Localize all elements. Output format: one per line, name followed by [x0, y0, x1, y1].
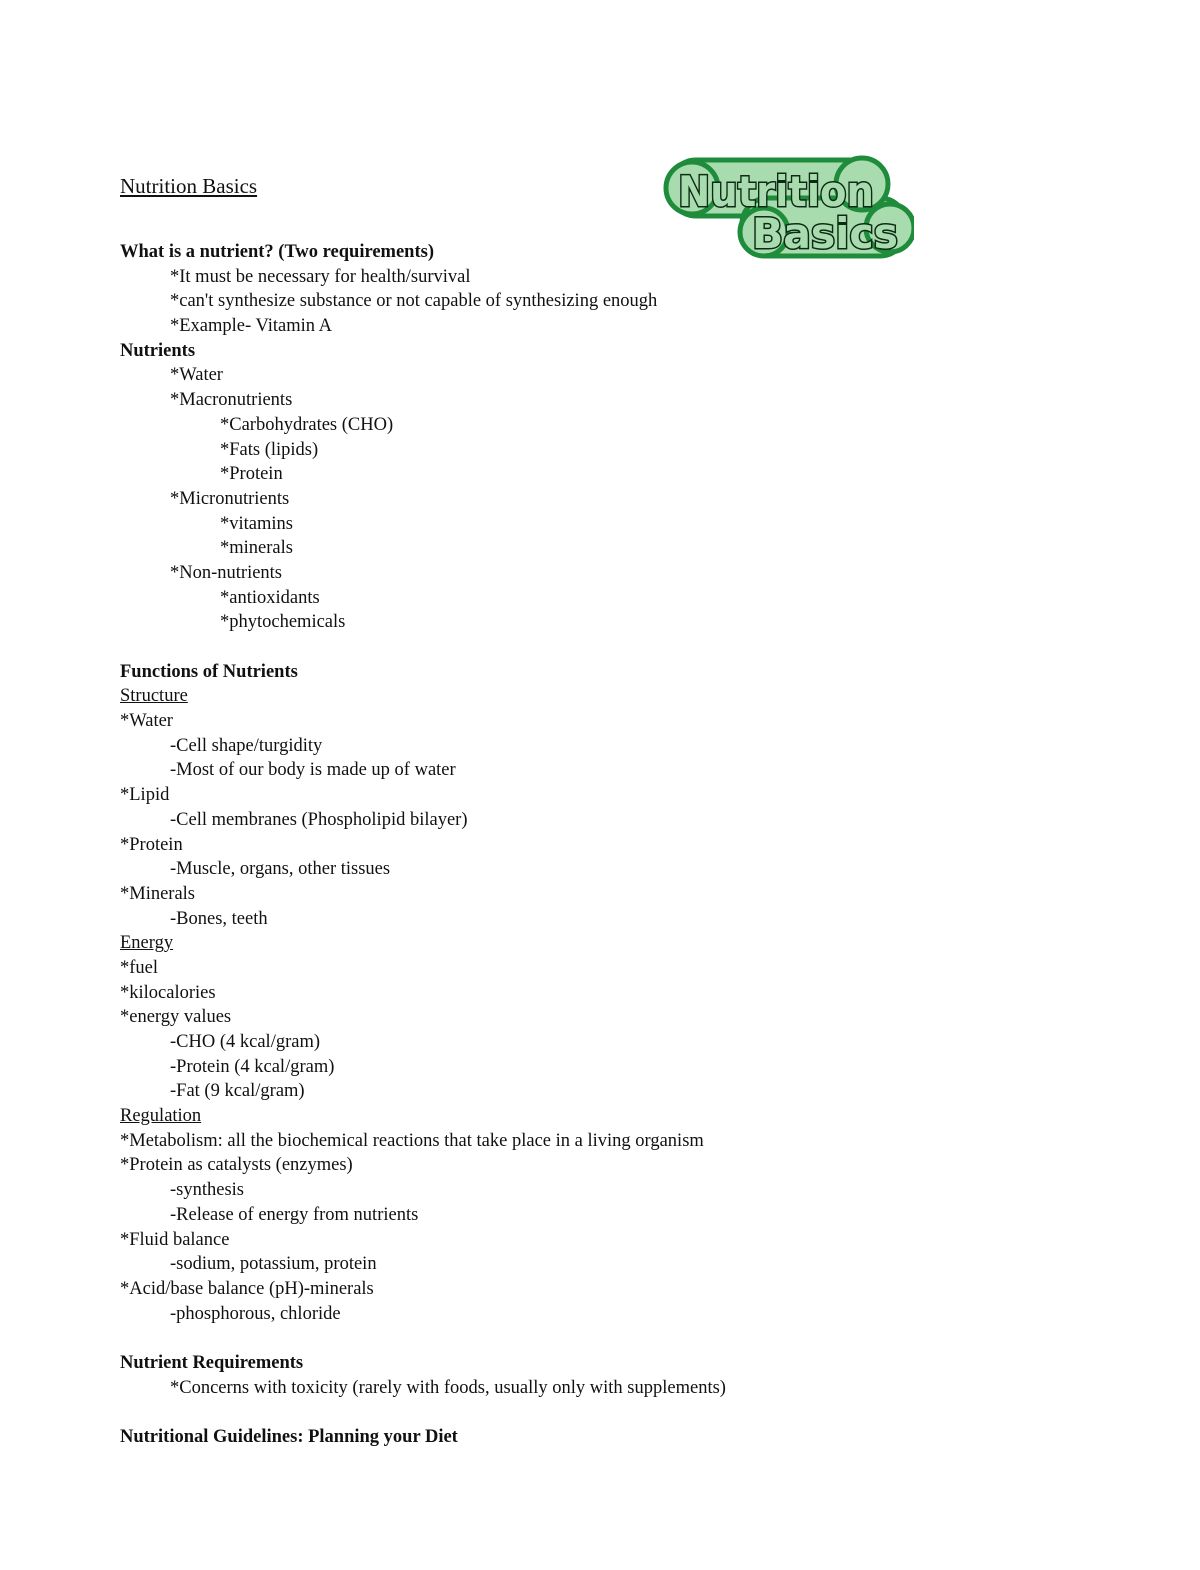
- list-item: *Example- Vitamin A: [170, 316, 332, 337]
- list-item: *Metabolism: all the biochemical reactions that take place in a living organism: [120, 1130, 704, 1151]
- blank-line: [120, 1400, 1120, 1425]
- list-item: *energy values: [120, 1007, 232, 1028]
- document-body: [120, 240, 1120, 1450]
- list-item: *Protein: [220, 464, 283, 485]
- list-item: -synthesis: [170, 1180, 244, 1201]
- list-item: *Protein: [120, 834, 183, 855]
- list-item: -Most of our body is made up of water: [170, 760, 456, 781]
- list-item: *Carbohydrates (CHO): [220, 414, 394, 435]
- blank-line: [120, 635, 1120, 660]
- list-item: *kilocalories: [120, 982, 216, 1003]
- document-page: [120, 172, 1120, 1450]
- list-item: -Release of energy from nutrients: [170, 1204, 419, 1225]
- list-item: *antioxidants: [220, 587, 320, 608]
- logo-text-line-1: Nutrition: [678, 167, 874, 216]
- list-item: *Minerals: [120, 883, 196, 904]
- list-item: *Water: [120, 711, 173, 732]
- list-item: *Concerns with toxicity (rarely with foods, usually only with supplements): [170, 1377, 726, 1398]
- list-item: *Macronutrients: [170, 390, 293, 411]
- list-item: -Bones, teeth: [170, 908, 268, 929]
- section-heading: Nutritional Guidelines: Planning your Diet: [120, 1427, 458, 1447]
- list-item: *Non-nutrients: [170, 562, 283, 583]
- list-item: *Micronutrients: [170, 488, 290, 509]
- list-item: *phytochemicals: [220, 612, 346, 633]
- list-item: -Fat (9 kcal/gram): [170, 1081, 305, 1102]
- section-heading: Nutrients: [120, 340, 196, 361]
- subsection-heading: Structure: [120, 686, 188, 707]
- section-heading: Nutrient Requirements: [120, 1352, 304, 1373]
- list-item: -Cell membranes (Phospholipid bilayer): [170, 809, 468, 830]
- blank-line: [120, 1326, 1120, 1351]
- list-item: *minerals: [220, 538, 293, 559]
- list-item: -phosphorous, chloride: [170, 1303, 341, 1324]
- logo-text-line-2: Basics: [752, 209, 898, 258]
- list-item: *Lipid: [120, 785, 170, 806]
- subsection-heading: Energy: [120, 933, 174, 954]
- list-item: *Water: [170, 365, 223, 386]
- page-title: Nutrition Basics: [120, 174, 258, 198]
- list-item: -Muscle, organs, other tissues: [170, 859, 391, 880]
- list-item: -sodium, potassium, protein: [170, 1254, 377, 1275]
- list-item: *can't synthesize substance or not capable of synthesizing enough: [170, 291, 658, 312]
- list-item: *vitamins: [220, 513, 293, 534]
- section-heading: Functions of Nutrients: [120, 661, 298, 682]
- list-item: -CHO (4 kcal/gram): [170, 1032, 321, 1052]
- list-item: -Protein (4 kcal/gram): [170, 1056, 335, 1077]
- list-item: -Cell shape/turgidity: [170, 735, 323, 756]
- subsection-heading: Regulation: [120, 1106, 202, 1127]
- section-heading: What is a nutrient? (Two requirements): [120, 242, 434, 262]
- list-item: *Acid/base balance (pH)-minerals: [120, 1278, 374, 1299]
- list-item: *Fats (lipids): [220, 439, 319, 460]
- list-item: *Fluid balance: [120, 1229, 230, 1250]
- list-item: *It must be necessary for health/survival: [170, 266, 471, 287]
- list-item: *fuel: [120, 957, 159, 978]
- list-item: *Protein as catalysts (enzymes): [120, 1155, 353, 1176]
